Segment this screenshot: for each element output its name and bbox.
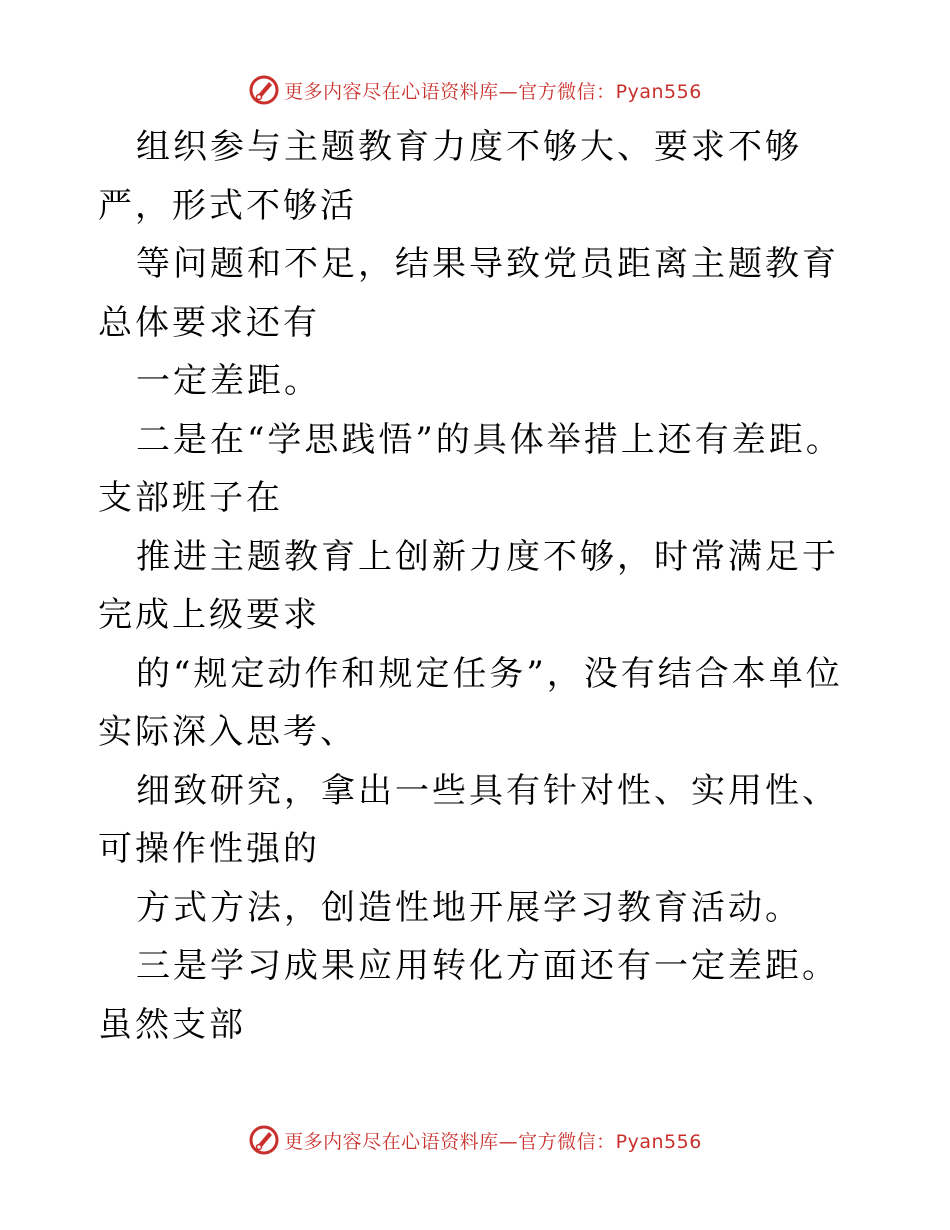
red-seal-logo-icon [248,74,280,106]
document-body [98,118,858,1054]
paragraph: 一定差距。 [136,361,321,401]
paragraph: 的“规定动作和规定任务”，没有结合本单位实际深入思考、 [98,653,843,752]
paragraph: 细致研究，拿出一些具有针对性、实用性、可操作性强的 [98,770,839,869]
paragraph: 推进主题教育上创新力度不够，时常满足于完成上级要求 [98,536,839,635]
footer-banner [0,1122,950,1158]
paragraph: 方式方法，创造性地开展学习教育活动。 [136,887,802,928]
header-banner-text: 更多内容尽在心语资料库—官方微信：Pyan556 [284,80,702,103]
paragraph: 三是学习成果应用转化方面还有一定差距。虽然支部 [98,946,839,1045]
paragraph: 等问题和不足，结果导致党员距离主题教育总体要求还有 [98,244,839,343]
red-seal-logo-icon [248,1124,280,1156]
paragraph: 二是在“学思践悟”的具体举措上还有差距。支部班子在 [98,419,843,518]
footer-banner-text: 更多内容尽在心语资料库—官方微信：Pyan556 [284,1130,702,1153]
header-banner [0,72,950,108]
paragraph: 组织参与主题教育力度不够大、要求不够严，形式不够活 [98,127,802,226]
